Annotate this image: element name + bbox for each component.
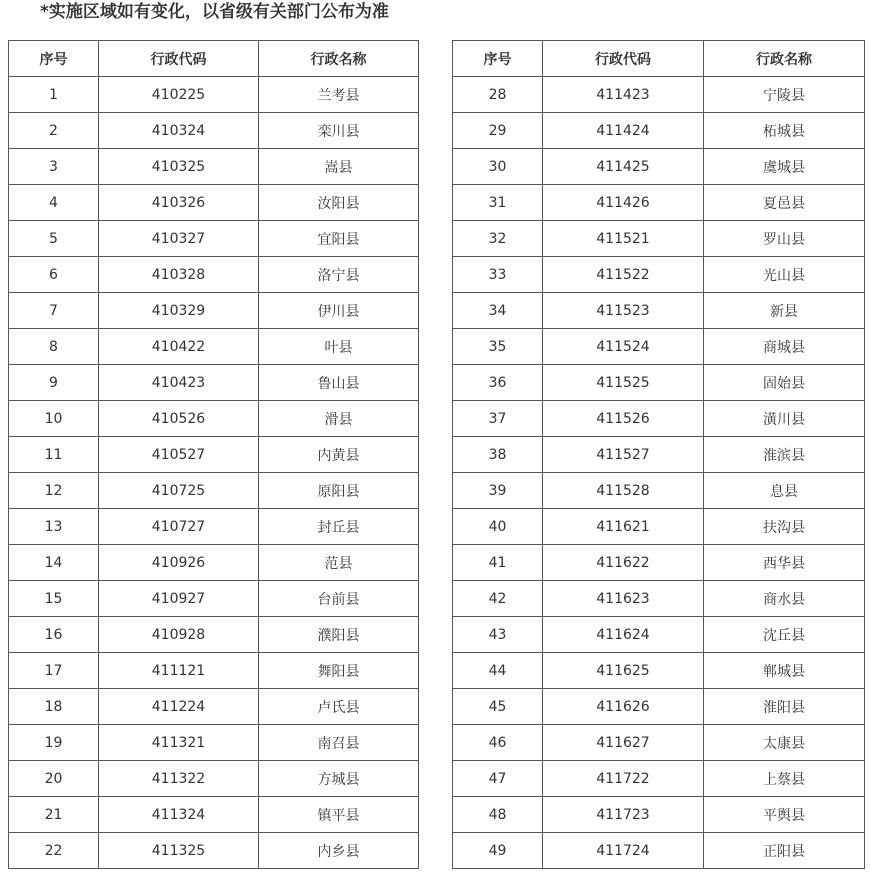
cell-admin-code: 411626 bbox=[543, 689, 704, 725]
cell-county-name: 叶县 bbox=[259, 329, 419, 365]
table-row bbox=[9, 797, 419, 833]
cell-index: 31 bbox=[453, 185, 543, 221]
table-row bbox=[453, 581, 865, 617]
cell-admin-code: 411425 bbox=[543, 149, 704, 185]
cell-admin-code: 411724 bbox=[543, 833, 704, 869]
cell-admin-code: 410727 bbox=[99, 509, 259, 545]
cell-admin-code: 410225 bbox=[99, 77, 259, 113]
table-row bbox=[9, 185, 419, 221]
cell-admin-code: 410329 bbox=[99, 293, 259, 329]
cell-index: 10 bbox=[9, 401, 99, 437]
table-row bbox=[453, 653, 865, 689]
table-row bbox=[9, 653, 419, 689]
cell-index: 11 bbox=[9, 437, 99, 473]
column-header-index: 序号 bbox=[453, 41, 543, 77]
cell-county-name: 范县 bbox=[259, 545, 419, 581]
cell-admin-code: 411322 bbox=[99, 761, 259, 797]
table-row bbox=[453, 113, 865, 149]
county-table-left bbox=[8, 40, 419, 869]
table-row bbox=[9, 545, 419, 581]
county-table-right bbox=[452, 40, 865, 869]
cell-admin-code: 411528 bbox=[543, 473, 704, 509]
cell-admin-code: 411426 bbox=[543, 185, 704, 221]
cell-index: 22 bbox=[9, 833, 99, 869]
table-row bbox=[453, 797, 865, 833]
table-header-row bbox=[9, 41, 419, 77]
cell-county-name: 卢氏县 bbox=[259, 689, 419, 725]
cell-county-name: 罗山县 bbox=[704, 221, 865, 257]
cell-admin-code: 411624 bbox=[543, 617, 704, 653]
cell-county-name: 息县 bbox=[704, 473, 865, 509]
cell-admin-code: 411621 bbox=[543, 509, 704, 545]
cell-admin-code: 411423 bbox=[543, 77, 704, 113]
table-row bbox=[9, 581, 419, 617]
table-row bbox=[453, 689, 865, 725]
table-row bbox=[453, 725, 865, 761]
cell-admin-code: 411525 bbox=[543, 365, 704, 401]
cell-index: 16 bbox=[9, 617, 99, 653]
cell-county-name: 上蔡县 bbox=[704, 761, 865, 797]
table-row bbox=[453, 185, 865, 221]
cell-index: 34 bbox=[453, 293, 543, 329]
cell-county-name: 南召县 bbox=[259, 725, 419, 761]
cell-index: 2 bbox=[9, 113, 99, 149]
cell-county-name: 伊川县 bbox=[259, 293, 419, 329]
cell-admin-code: 411722 bbox=[543, 761, 704, 797]
cell-county-name: 鲁山县 bbox=[259, 365, 419, 401]
table-row bbox=[453, 761, 865, 797]
table-row bbox=[9, 329, 419, 365]
cell-index: 9 bbox=[9, 365, 99, 401]
column-header-name: 行政名称 bbox=[259, 41, 419, 77]
cell-admin-code: 410928 bbox=[99, 617, 259, 653]
cell-county-name: 栾川县 bbox=[259, 113, 419, 149]
table-row bbox=[9, 761, 419, 797]
cell-admin-code: 410725 bbox=[99, 473, 259, 509]
cell-admin-code: 411521 bbox=[543, 221, 704, 257]
cell-county-name: 内黄县 bbox=[259, 437, 419, 473]
cell-index: 21 bbox=[9, 797, 99, 833]
cell-admin-code: 410927 bbox=[99, 581, 259, 617]
cell-index: 18 bbox=[9, 689, 99, 725]
cell-admin-code: 410327 bbox=[99, 221, 259, 257]
column-header-code: 行政代码 bbox=[543, 41, 704, 77]
cell-county-name: 柘城县 bbox=[704, 113, 865, 149]
cell-admin-code: 411723 bbox=[543, 797, 704, 833]
table-row bbox=[9, 257, 419, 293]
cell-admin-code: 410423 bbox=[99, 365, 259, 401]
cell-county-name: 兰考县 bbox=[259, 77, 419, 113]
cell-index: 44 bbox=[453, 653, 543, 689]
cell-admin-code: 411121 bbox=[99, 653, 259, 689]
cell-county-name: 宜阳县 bbox=[259, 221, 419, 257]
cell-county-name: 淮阳县 bbox=[704, 689, 865, 725]
cell-admin-code: 411224 bbox=[99, 689, 259, 725]
cell-admin-code: 410328 bbox=[99, 257, 259, 293]
cell-index: 5 bbox=[9, 221, 99, 257]
table-row bbox=[453, 833, 865, 869]
cell-index: 20 bbox=[9, 761, 99, 797]
cell-county-name: 潢川县 bbox=[704, 401, 865, 437]
table-row bbox=[9, 833, 419, 869]
cell-county-name: 淮滨县 bbox=[704, 437, 865, 473]
table-row bbox=[9, 617, 419, 653]
cell-county-name: 镇平县 bbox=[259, 797, 419, 833]
cell-admin-code: 411527 bbox=[543, 437, 704, 473]
cell-admin-code: 411522 bbox=[543, 257, 704, 293]
cell-county-name: 虞城县 bbox=[704, 149, 865, 185]
cell-admin-code: 411623 bbox=[543, 581, 704, 617]
cell-index: 6 bbox=[9, 257, 99, 293]
table-row bbox=[9, 689, 419, 725]
cell-county-name: 封丘县 bbox=[259, 509, 419, 545]
cell-admin-code: 411526 bbox=[543, 401, 704, 437]
table-row bbox=[453, 401, 865, 437]
cell-county-name: 太康县 bbox=[704, 725, 865, 761]
cell-county-name: 商城县 bbox=[704, 329, 865, 365]
cell-admin-code: 411625 bbox=[543, 653, 704, 689]
cell-index: 45 bbox=[453, 689, 543, 725]
cell-index: 1 bbox=[9, 77, 99, 113]
cell-admin-code: 411622 bbox=[543, 545, 704, 581]
cell-index: 36 bbox=[453, 365, 543, 401]
column-header-index: 序号 bbox=[9, 41, 99, 77]
cell-index: 40 bbox=[453, 509, 543, 545]
cell-index: 37 bbox=[453, 401, 543, 437]
cell-index: 14 bbox=[9, 545, 99, 581]
table-row bbox=[453, 365, 865, 401]
cell-county-name: 台前县 bbox=[259, 581, 419, 617]
cell-index: 39 bbox=[453, 473, 543, 509]
cell-index: 30 bbox=[453, 149, 543, 185]
column-header-name: 行政名称 bbox=[704, 41, 865, 77]
table-row bbox=[9, 473, 419, 509]
cell-county-name: 商水县 bbox=[704, 581, 865, 617]
cell-index: 42 bbox=[453, 581, 543, 617]
table-row bbox=[9, 77, 419, 113]
cell-county-name: 固始县 bbox=[704, 365, 865, 401]
table-row bbox=[453, 473, 865, 509]
cell-index: 32 bbox=[453, 221, 543, 257]
cell-county-name: 郸城县 bbox=[704, 653, 865, 689]
cell-index: 7 bbox=[9, 293, 99, 329]
table-row bbox=[453, 617, 865, 653]
table-header-row bbox=[453, 41, 865, 77]
cell-county-name: 方城县 bbox=[259, 761, 419, 797]
table-row bbox=[453, 257, 865, 293]
cell-admin-code: 411424 bbox=[543, 113, 704, 149]
table-row bbox=[453, 293, 865, 329]
cell-index: 13 bbox=[9, 509, 99, 545]
cell-index: 49 bbox=[453, 833, 543, 869]
cell-index: 43 bbox=[453, 617, 543, 653]
cell-index: 46 bbox=[453, 725, 543, 761]
cell-index: 33 bbox=[453, 257, 543, 293]
cell-admin-code: 411523 bbox=[543, 293, 704, 329]
table-row bbox=[453, 77, 865, 113]
cell-admin-code: 410526 bbox=[99, 401, 259, 437]
cell-county-name: 内乡县 bbox=[259, 833, 419, 869]
cell-index: 19 bbox=[9, 725, 99, 761]
cell-index: 28 bbox=[453, 77, 543, 113]
table-row bbox=[453, 221, 865, 257]
cell-index: 3 bbox=[9, 149, 99, 185]
cell-county-name: 宁陵县 bbox=[704, 77, 865, 113]
cell-county-name: 原阳县 bbox=[259, 473, 419, 509]
cell-index: 35 bbox=[453, 329, 543, 365]
cell-county-name: 舞阳县 bbox=[259, 653, 419, 689]
table-row bbox=[9, 437, 419, 473]
cell-county-name: 夏邑县 bbox=[704, 185, 865, 221]
table-row bbox=[9, 293, 419, 329]
cell-admin-code: 411325 bbox=[99, 833, 259, 869]
cell-county-name: 西华县 bbox=[704, 545, 865, 581]
cell-index: 41 bbox=[453, 545, 543, 581]
cell-county-name: 平舆县 bbox=[704, 797, 865, 833]
table-row bbox=[9, 221, 419, 257]
cell-admin-code: 410926 bbox=[99, 545, 259, 581]
cell-county-name: 新县 bbox=[704, 293, 865, 329]
cell-county-name: 扶沟县 bbox=[704, 509, 865, 545]
cell-county-name: 沈丘县 bbox=[704, 617, 865, 653]
table-row bbox=[453, 509, 865, 545]
cell-index: 17 bbox=[9, 653, 99, 689]
cell-admin-code: 410324 bbox=[99, 113, 259, 149]
implementation-notice: *实施区域如有变化，以省级有关部门公布为准 bbox=[40, 2, 389, 22]
table-row bbox=[9, 509, 419, 545]
table-row bbox=[9, 149, 419, 185]
cell-index: 47 bbox=[453, 761, 543, 797]
table-row bbox=[453, 437, 865, 473]
table-row bbox=[453, 149, 865, 185]
cell-admin-code: 411324 bbox=[99, 797, 259, 833]
cell-county-name: 光山县 bbox=[704, 257, 865, 293]
cell-index: 4 bbox=[9, 185, 99, 221]
table-row bbox=[9, 401, 419, 437]
cell-index: 38 bbox=[453, 437, 543, 473]
cell-county-name: 汝阳县 bbox=[259, 185, 419, 221]
table-row bbox=[453, 545, 865, 581]
column-header-code: 行政代码 bbox=[99, 41, 259, 77]
cell-index: 12 bbox=[9, 473, 99, 509]
cell-county-name: 嵩县 bbox=[259, 149, 419, 185]
cell-county-name: 洛宁县 bbox=[259, 257, 419, 293]
table-row bbox=[9, 725, 419, 761]
cell-admin-code: 410422 bbox=[99, 329, 259, 365]
cell-admin-code: 411321 bbox=[99, 725, 259, 761]
cell-admin-code: 411524 bbox=[543, 329, 704, 365]
cell-county-name: 滑县 bbox=[259, 401, 419, 437]
cell-admin-code: 410527 bbox=[99, 437, 259, 473]
cell-admin-code: 410325 bbox=[99, 149, 259, 185]
cell-index: 8 bbox=[9, 329, 99, 365]
table-row bbox=[9, 113, 419, 149]
cell-admin-code: 411627 bbox=[543, 725, 704, 761]
cell-county-name: 正阳县 bbox=[704, 833, 865, 869]
cell-county-name: 濮阳县 bbox=[259, 617, 419, 653]
table-row bbox=[9, 365, 419, 401]
cell-index: 15 bbox=[9, 581, 99, 617]
cell-admin-code: 410326 bbox=[99, 185, 259, 221]
table-row bbox=[453, 329, 865, 365]
cell-index: 29 bbox=[453, 113, 543, 149]
cell-index: 48 bbox=[453, 797, 543, 833]
